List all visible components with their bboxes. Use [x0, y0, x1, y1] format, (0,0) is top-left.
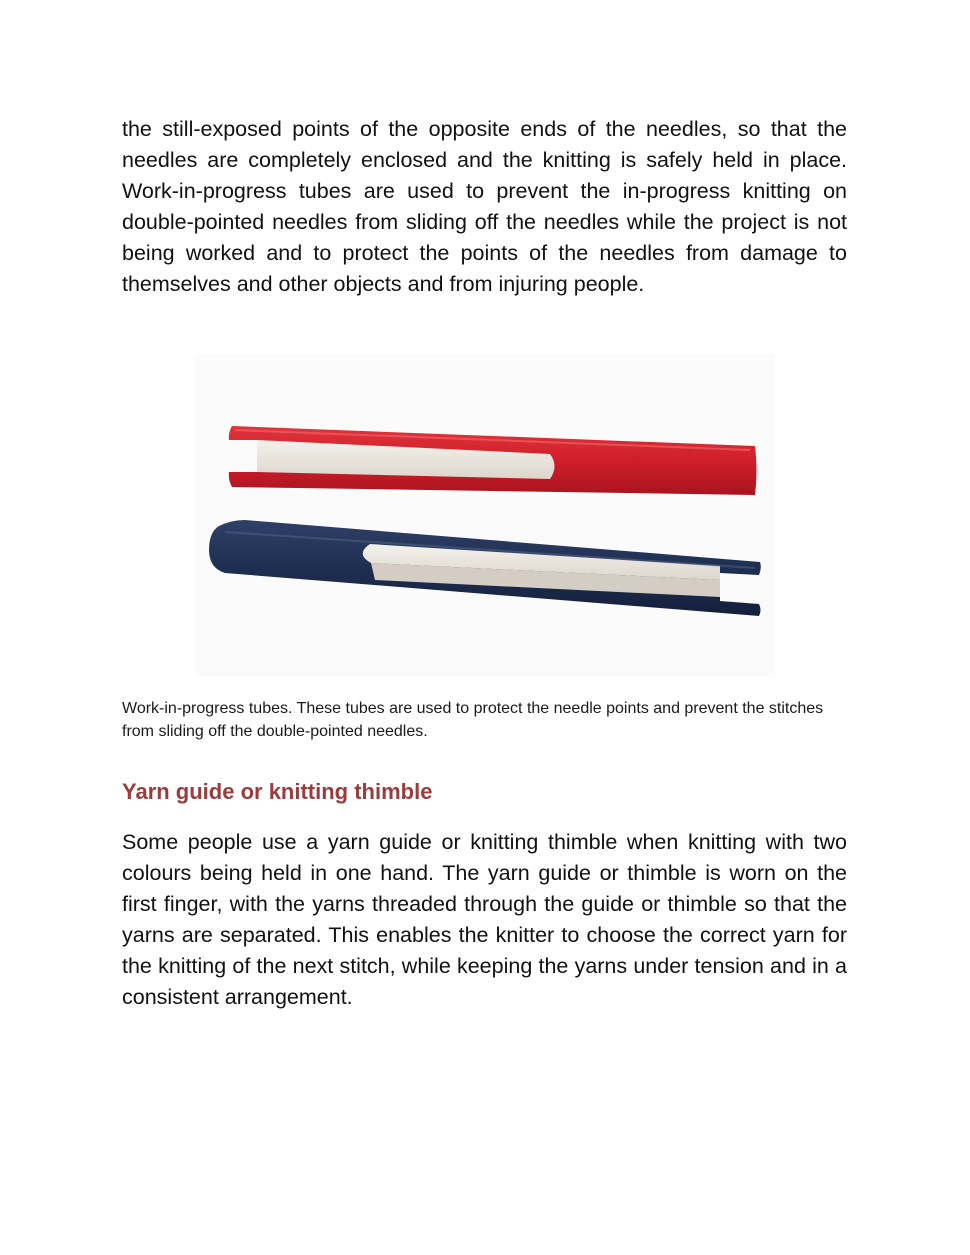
work-in-progress-tubes-photo: [195, 354, 775, 676]
section-heading: Yarn guide or knitting thimble: [122, 779, 433, 804]
figure-caption: Work-in-progress tubes. These tubes are used to protect the needle points and prevent the stitches from sliding off the double-pointed needles.: [122, 700, 824, 740]
figure-work-in-progress-tubes: [195, 354, 775, 676]
body-paragraph-1: the still-exposed points of the opposite ends of the needles, so that the needles are completely enclosed and the knitting is safely held in place. Work-in-progress tubes are used to prevent the in-progress knitting on double-pointed needles from sliding off the needles while the project is not being worked and to protect the points of the needles from damage to themselves and other objects and from injuring people.: [122, 117, 847, 296]
body-paragraph-2: Some people use a yarn guide or knitting thimble when knitting with two colours being held in one hand. The yarn guide or thimble is worn on the first finger, with the yarns threaded through the guide or thimble so that the yarns are separated. This enables the knitter to choose the correct yarn for the knitting of the next stitch, while keeping the yarns under tension and in a consistent arrangement.: [122, 830, 847, 1009]
